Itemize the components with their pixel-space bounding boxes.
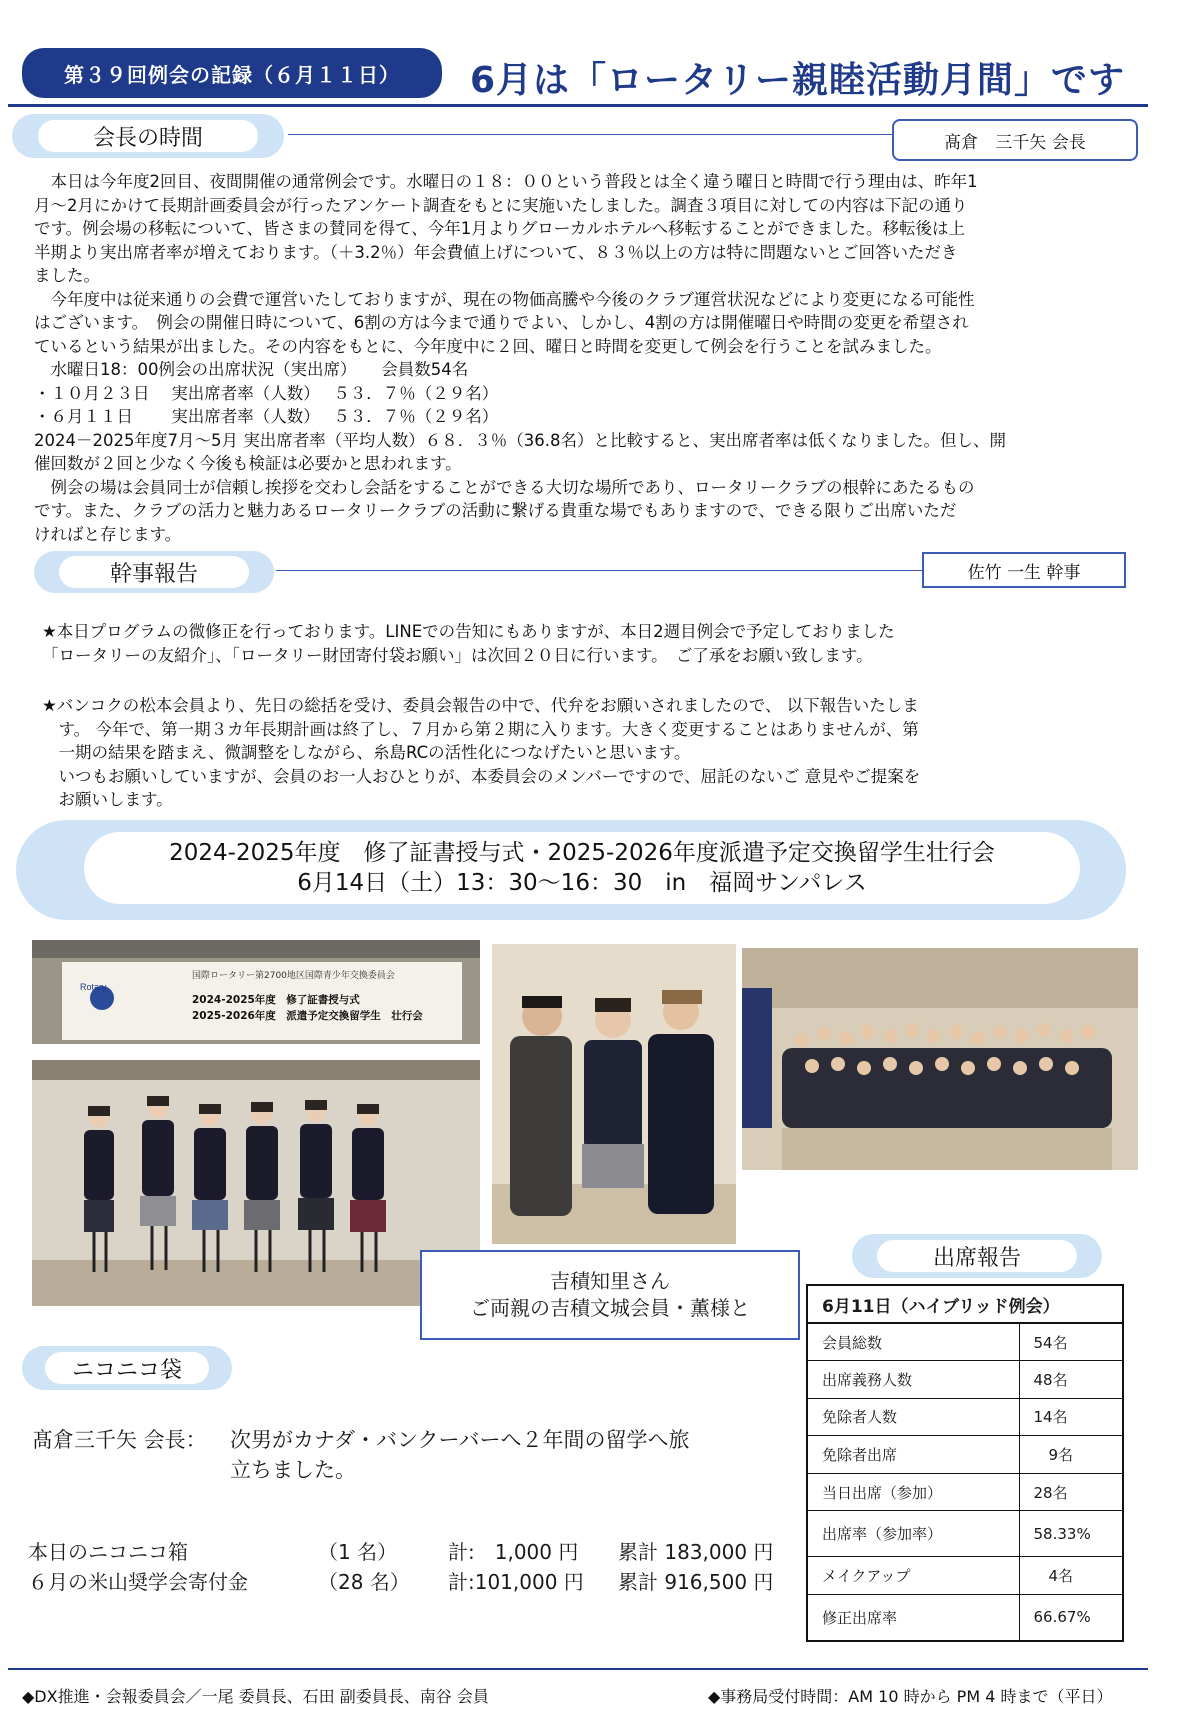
attendance-label: メイクアップ bbox=[807, 1557, 1019, 1595]
president-message-line: ・１０月２３日 実出席者率（人数） ５３．７％（２９名） bbox=[34, 383, 499, 403]
president-message bbox=[34, 170, 1144, 546]
photo-family-portrait bbox=[492, 944, 736, 1244]
svg-text:Rotary: Rotary bbox=[80, 982, 107, 992]
attendance-label: 出席率（参加率） bbox=[807, 1511, 1019, 1557]
secretary-committee-line: いつもお願いしていますが、会員のお一人おひとりが、本委員会のメンバーですので、屈託のないご 意見やご提案を bbox=[42, 766, 921, 786]
president-message-line: 例会の場は会員同士が信頼し挨拶を交わし会話をすることができる大切な場所であり、ロータリークラブの根幹にあたるもの bbox=[34, 477, 975, 497]
president-section-pill bbox=[12, 114, 284, 158]
month-title: 6月は「ロータリー親睦活動月間」です bbox=[470, 60, 1126, 101]
attendance-table-header: 6月11日（ハイブリッド例会） bbox=[807, 1285, 1123, 1323]
attendance-value: 9名 bbox=[1019, 1436, 1123, 1474]
president-message-line: 水曜日18：00例会の出席状況（実出席） 会員数54名 bbox=[34, 360, 469, 379]
attendance-value: 58.33% bbox=[1019, 1511, 1123, 1557]
nikoniko-count: （1 名） bbox=[318, 1540, 398, 1564]
nikoniko-total: 計:101,000 円 bbox=[448, 1570, 584, 1594]
sign-line-2: 2024-2025年度 修了証書授与式 bbox=[192, 994, 360, 1006]
sign-line-1: 国際ロータリー第2700地区国際青少年交換委員会 bbox=[192, 971, 395, 981]
attendance-row bbox=[807, 1323, 1123, 1361]
attendance-row bbox=[807, 1398, 1123, 1436]
secretary-section-pill bbox=[34, 551, 274, 593]
secretary-name-box bbox=[922, 552, 1126, 588]
president-message-line: です。例会場の移転について、皆さまの賛同を得て、今年1月よりグローカルホテルへ移転することができました。移転後は上 bbox=[34, 219, 966, 238]
secretary-committee-line: お願いします。 bbox=[42, 790, 173, 809]
attendance-value: 14名 bbox=[1019, 1398, 1123, 1436]
nikoniko-cumulative: 累計 183,000 円 bbox=[618, 1540, 774, 1564]
caption-line-2: ご両親の吉積文城会員・薫様と bbox=[470, 1296, 750, 1320]
secretary-note-program bbox=[42, 620, 1142, 667]
nikoniko-label: ６月の米山奨学会寄付金 bbox=[28, 1570, 248, 1594]
president-rule bbox=[288, 134, 892, 135]
nikoniko-count: （28 名） bbox=[318, 1570, 410, 1594]
president-message-line: ければと存じます。 bbox=[34, 524, 182, 544]
photo-group bbox=[742, 948, 1138, 1170]
secretary-name: 佐竹 一生 幹事 bbox=[967, 562, 1081, 583]
nikoniko-section-title: ニコニコ袋 bbox=[45, 1352, 209, 1384]
footer-committee: ◆DX推進・会報委員会／一尾 委員長、石田 副委員長、南谷 会員 bbox=[22, 1687, 489, 1706]
attendance-label: 修正出席率 bbox=[807, 1595, 1019, 1641]
secretary-committee-line: ★バンコクの松本会員より、先日の総括を受け、委員会報告の中で、代弁をお願いされましたので、 以下報告いたしま bbox=[42, 696, 919, 715]
president-message-line: ・６月１１日 実出席者率（人数） ５３．７％（２９名） bbox=[34, 407, 499, 426]
event-banner-text bbox=[84, 832, 1080, 904]
attendance-row bbox=[807, 1361, 1123, 1399]
president-message-line: ました。 bbox=[34, 266, 100, 285]
event-title: 2024-2025年度 修了証書授与式・2025-2026年度派遣予定交換留学生壮行会 bbox=[169, 840, 995, 866]
record-badge: 第３９回例会の記録（６月１１日） bbox=[22, 48, 442, 98]
president-message-line: ているという結果が出ました。その内容をもとに、今年度中に２回、曜日と時間を変更して例会を行うことを試みました。 bbox=[34, 336, 942, 356]
president-message-line: 今年度中は従来通りの会費で運営いたしておりますが、現在の物価高騰や今後のクラブ運営状況などにより変更になる可能性 bbox=[34, 289, 975, 309]
attendance-value: 28名 bbox=[1019, 1473, 1123, 1511]
footer-rule bbox=[8, 1668, 1148, 1670]
photo-students-stage bbox=[32, 1060, 480, 1306]
nikoniko-speaker: 髙倉三千矢 会長： bbox=[32, 1428, 207, 1452]
attendance-table bbox=[806, 1284, 1124, 1642]
attendance-section-title: 出席報告 bbox=[877, 1240, 1077, 1272]
president-message-line: 月～2月にかけて長期計画委員会が行ったアンケート調査をもとに実施いたしました。調査３項目に対しての内容は下記の通り bbox=[34, 195, 968, 215]
attendance-label: 会員総数 bbox=[807, 1323, 1019, 1361]
sign-line-3: 2025-2026年度 派遣予定交換留学生 壮行会 bbox=[192, 1010, 423, 1022]
nikoniko-label: 本日のニコニコ箱 bbox=[28, 1540, 188, 1564]
attendance-row bbox=[807, 1473, 1123, 1511]
president-message-line: はございます。 例会の開催日時について、6割の方は今まで通りでよい、しかし、4割の方は開催曜日や時間の変更を希望され bbox=[34, 313, 969, 332]
nikoniko-totals bbox=[28, 1536, 798, 1596]
president-section-title: 会長の時間 bbox=[38, 120, 258, 152]
secretary-note-committee bbox=[42, 694, 1142, 812]
nikoniko-message-line-2: 立ちました。 bbox=[230, 1458, 356, 1482]
attendance-row bbox=[807, 1511, 1123, 1557]
attendance-value: 48名 bbox=[1019, 1361, 1123, 1399]
president-message-line: 2024－2025年度7月～5月 実出席者率（平均人数）６８．３％（36.8名）と比較すると、実出席者率は低くなりました。但し、開 bbox=[34, 430, 1006, 450]
secretary-program-line: ★本日プログラムの微修正を行っております。LINEでの告知にもありますが、本日2週目例会で予定しておりました bbox=[42, 622, 895, 641]
nikoniko-message-line-1: 次男がカナダ・バンクーバーへ２年間の留学へ旅 bbox=[230, 1428, 690, 1452]
secretary-rule bbox=[276, 570, 922, 571]
president-name-box bbox=[892, 119, 1138, 161]
secretary-committee-line: 一期の結果を踏まえ、微調整をしながら、糸島RCの活性化につなげたいと思います。 bbox=[42, 743, 691, 762]
event-datetime: 6月14日（土）13：30～16：30 in 福岡サンパレス bbox=[297, 870, 867, 896]
secretary-program-line: 「ロータリーの友紹介」、「ロータリー財団寄付袋お願い」は次回２０日に行います。 ご了承をお願い致します。 bbox=[42, 645, 873, 665]
attendance-label: 免除者人数 bbox=[807, 1398, 1019, 1436]
secretary-section-title: 幹事報告 bbox=[59, 556, 249, 588]
photo-event-sign bbox=[32, 940, 480, 1044]
attendance-label: 免除者出席 bbox=[807, 1436, 1019, 1474]
attendance-section-pill bbox=[852, 1234, 1102, 1278]
nikoniko-total-row bbox=[28, 1566, 798, 1596]
nikoniko-section-pill bbox=[22, 1346, 232, 1390]
nikoniko-total: 計: 1,000 円 bbox=[448, 1540, 579, 1564]
photo-students-stage-art bbox=[32, 1060, 480, 1306]
attendance-row bbox=[807, 1436, 1123, 1474]
attendance-label: 出席義務人数 bbox=[807, 1361, 1019, 1399]
attendance-label: 当日出席（参加） bbox=[807, 1473, 1019, 1511]
attendance-value: 66.67% bbox=[1019, 1595, 1123, 1641]
attendance-value: 54名 bbox=[1019, 1323, 1123, 1361]
nikoniko-total-row bbox=[28, 1536, 798, 1566]
president-message-line: 本日は今年度2回目、夜間開催の通常例会です。水曜日の１８：００という普段とは全く違う曜日と時間で行う理由は、昨年1 bbox=[34, 172, 978, 191]
attendance-value: 4名 bbox=[1019, 1557, 1123, 1595]
photo-caption bbox=[420, 1250, 800, 1340]
president-message-line: 半期より実出席者率が増えております。（＋3.2％）年会費値上げについて、８３％以上の方は特に問題ないとご回答いただき bbox=[34, 242, 958, 262]
attendance-row bbox=[807, 1557, 1123, 1595]
footer-office-hours: ◆事務局受付時間：AM 10 時から PM 4 時まで（平日） bbox=[708, 1687, 1113, 1706]
president-name: 髙倉 三千矢 会長 bbox=[944, 132, 1086, 153]
photo-group-art bbox=[742, 948, 1138, 1170]
president-message-line: です。また、クラブの活力と魅力あるロータリークラブの活動に繋げる貴重な場でもありますので、できる限りご出席いただ bbox=[34, 501, 957, 520]
attendance-row bbox=[807, 1595, 1123, 1641]
nikoniko-cumulative: 累計 916,500 円 bbox=[618, 1570, 774, 1594]
header-rule bbox=[8, 104, 1148, 107]
secretary-committee-line: す。 今年で、第一期３カ年長期計画は終了し、７月から第２期に入ります。大きく変更することはありませんが、第 bbox=[42, 719, 919, 739]
photo-family-portrait-art bbox=[492, 944, 736, 1244]
caption-line-1: 吉積知里さん bbox=[550, 1269, 670, 1293]
president-message-line: 催回数が２回と少なく今後も検証は必要かと思われます。 bbox=[34, 454, 462, 473]
